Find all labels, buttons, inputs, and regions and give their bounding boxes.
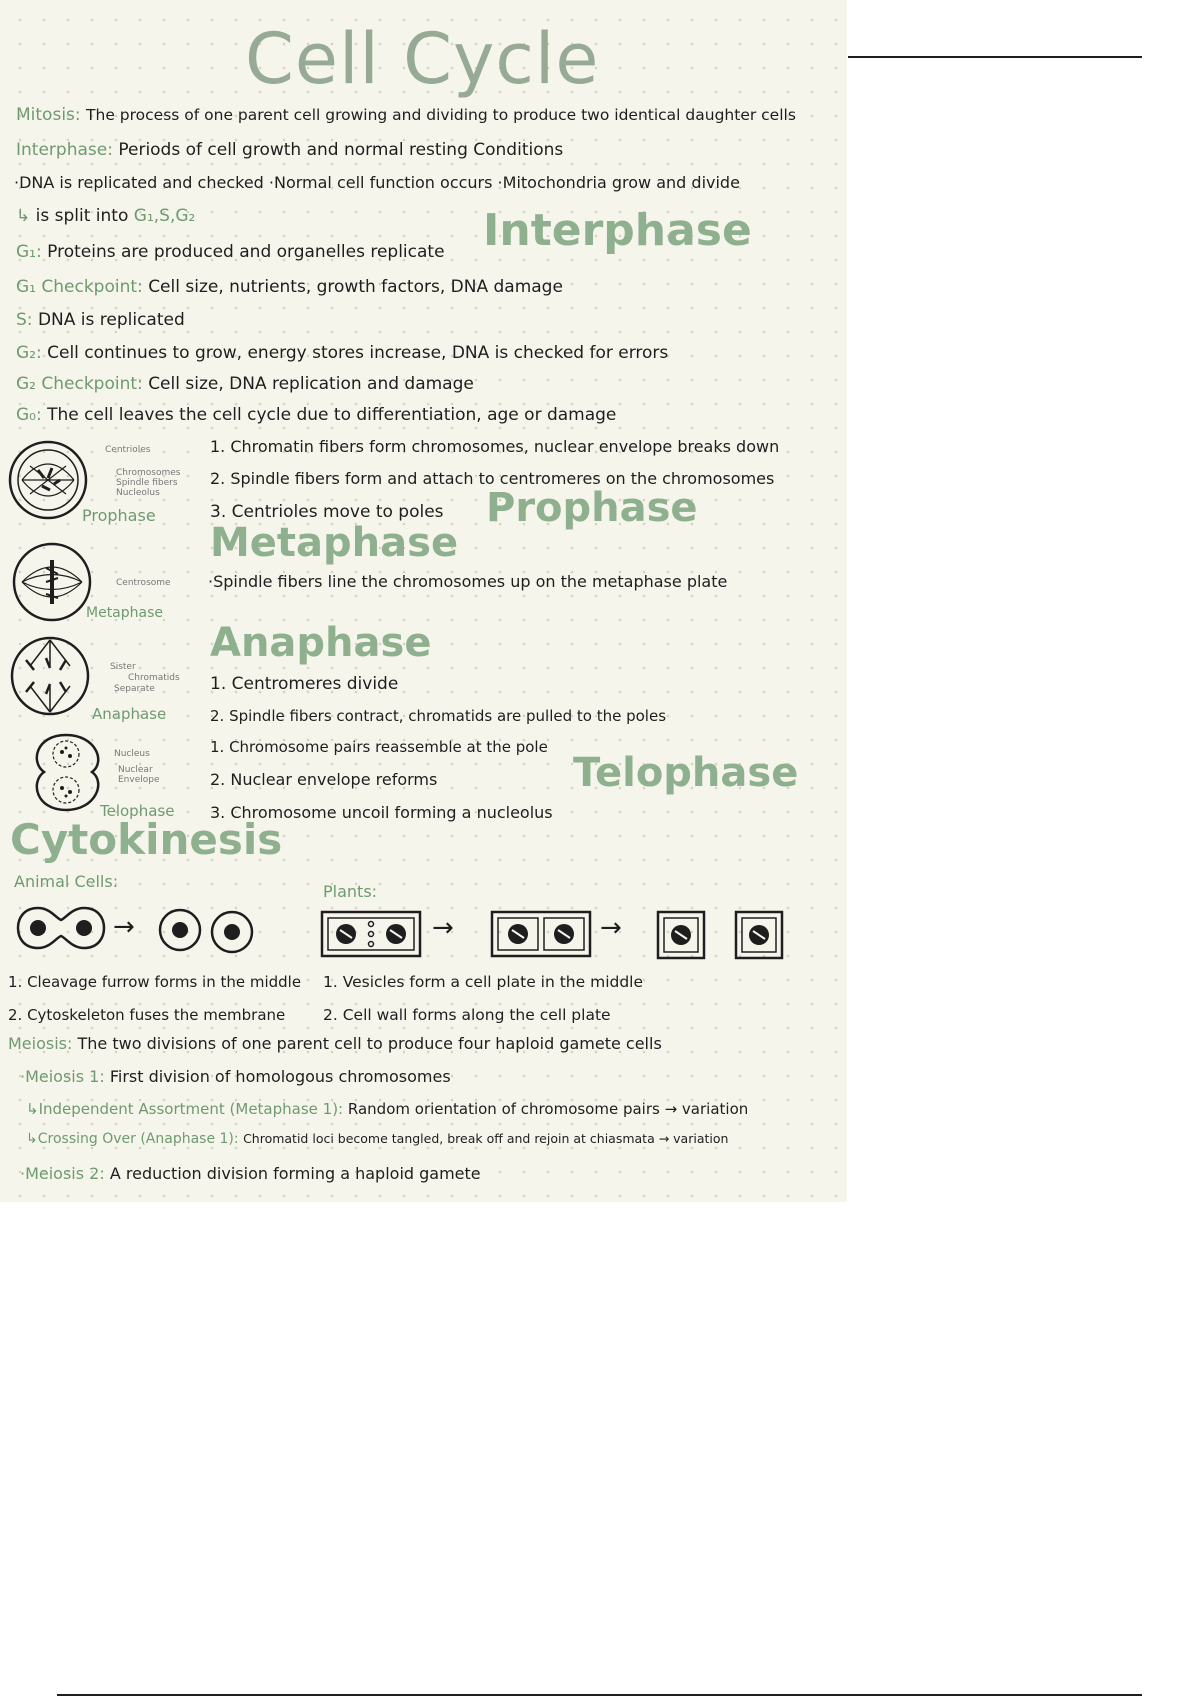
meiosis-line xyxy=(8,1034,662,1053)
prophase-label-centrioles: Centrioles xyxy=(105,445,151,455)
plant-daughter-cell-2 xyxy=(734,910,784,960)
prophase-step-1: 1. Chromatin fibers form chromosomes, nuclear envelope breaks down xyxy=(210,437,780,456)
independent-assortment-text: Random orientation of chromosome pairs → variation xyxy=(347,1100,749,1118)
bottom-rule xyxy=(57,1694,1142,1696)
telophase-label-envelope: Envelope xyxy=(118,775,160,785)
plant-daughter-cell-1 xyxy=(656,910,706,960)
meiosis-1-text: First division of homologous chromosomes xyxy=(109,1067,451,1086)
s-text: DNA is replicated xyxy=(37,310,185,330)
mitosis-definition: The process of one parent cell growing and dividing to produce two identical daughter cells xyxy=(86,106,796,124)
crossing-over-text: Chromatid loci become tangled, break off and rejoin at chiasmata → variation xyxy=(243,1131,729,1146)
g1-line xyxy=(16,242,445,262)
animal-daughter-cell-2 xyxy=(210,910,254,954)
g2-checkpoint-text: Cell size, DNA replication and damage xyxy=(148,374,474,394)
split-line xyxy=(16,206,195,226)
g2-text: Cell continues to grow, energy stores increase, DNA is checked for errors xyxy=(47,343,669,363)
s-line xyxy=(16,310,185,330)
anaphase-caption: Anaphase xyxy=(92,705,167,723)
telophase-label-nuclear: Nuclear xyxy=(118,765,153,775)
notes-image xyxy=(0,0,847,1202)
split-arrow: ↳ xyxy=(16,206,31,226)
telophase-heading: Telophase xyxy=(573,750,799,796)
crossing-over-term: ↳Crossing Over (Anaphase 1): xyxy=(26,1131,239,1147)
dna-line: ·DNA is replicated and checked ·Normal cell function occurs ·Mitochondria grow and divide xyxy=(14,173,740,192)
top-rule xyxy=(848,56,1142,58)
g1-term: G₁: xyxy=(16,242,42,262)
independent-assortment-line xyxy=(26,1100,748,1118)
meiosis-term: Meiosis: xyxy=(8,1034,73,1053)
animal-daughter-cell-1 xyxy=(158,908,202,952)
plant-cell-dividing xyxy=(320,910,422,958)
cytokinesis-heading: Cytokinesis xyxy=(10,815,283,864)
plant-arrow-2: → xyxy=(600,913,622,943)
metaphase-heading: Metaphase xyxy=(210,520,459,566)
prophase-label-nucleolus: Nucleolus xyxy=(116,488,160,498)
metaphase-diagram xyxy=(12,542,92,622)
plant-arrow-1: → xyxy=(432,913,454,943)
prophase-step-3: 3. Centrioles move to poles xyxy=(210,502,444,522)
telophase-step-1: 1. Chromosome pairs reassemble at the pole xyxy=(210,738,548,756)
prophase-label-chromosomes: Chromosomes xyxy=(116,468,181,478)
animal-arrow: → xyxy=(113,912,135,942)
interphase-definition: Periods of cell growth and normal resting Conditions xyxy=(118,140,564,160)
independent-assortment-term: ↳Independent Assortment (Metaphase 1): xyxy=(26,1100,344,1118)
g1-checkpoint-term: G₁ Checkpoint: xyxy=(16,277,143,297)
meiosis-2-line xyxy=(20,1164,481,1183)
g2-term: G₂: xyxy=(16,343,42,363)
anaphase-label-sister: Sister xyxy=(110,662,136,672)
prophase-heading: Prophase xyxy=(486,485,698,531)
telophase-label-nucleus: Nucleus xyxy=(114,749,150,759)
prophase-diagram xyxy=(8,440,88,520)
plants-label: Plants: xyxy=(323,882,378,901)
g2-line xyxy=(16,343,668,363)
crossing-over-line xyxy=(26,1131,728,1147)
meiosis-2-term: ·Meiosis 2: xyxy=(20,1164,105,1183)
g2-checkpoint-term: G₂ Checkpoint: xyxy=(16,374,143,394)
g0-line xyxy=(16,405,616,425)
plant-step-1: 1. Vesicles form a cell plate in the middle xyxy=(323,973,644,991)
telophase-step-3: 3. Chromosome uncoil forming a nucleolus xyxy=(210,803,553,822)
anaphase-label-chromatids: Chromatids xyxy=(128,673,180,683)
interphase-heading: Interphase xyxy=(483,205,752,256)
interphase-line xyxy=(16,140,563,160)
anaphase-diagram xyxy=(10,636,92,716)
prophase-label-spindle: Spindle fibers xyxy=(116,478,178,488)
mitosis-term: Mitosis: xyxy=(16,105,81,125)
anaphase-step-2: 2. Spindle fibers contract, chromatids are pulled to the poles xyxy=(210,707,667,725)
anaphase-label-separate: Separate xyxy=(114,684,155,694)
split-text: is split into xyxy=(35,206,129,226)
g0-text: The cell leaves the cell cycle due to differentiation, age or damage xyxy=(47,405,617,425)
meiosis-1-term: ·Meiosis 1: xyxy=(20,1067,105,1086)
interphase-term: Interphase: xyxy=(16,140,113,160)
telophase-caption: Telophase xyxy=(100,802,175,820)
telophase-diagram xyxy=(26,732,108,814)
animal-step-1: 1. Cleavage furrow forms in the middle xyxy=(8,973,302,991)
anaphase-heading: Anaphase xyxy=(210,620,432,666)
animal-cell-dividing xyxy=(16,906,106,950)
page-title: Cell Cycle xyxy=(245,18,600,100)
metaphase-caption: Metaphase xyxy=(86,605,164,621)
g1-checkpoint-text: Cell size, nutrients, growth factors, DNA damage xyxy=(148,277,563,297)
g1-text: Proteins are produced and organelles replicate xyxy=(47,242,445,262)
metaphase-label-centrosome: Centrosome xyxy=(116,578,171,588)
meiosis-2-text: A reduction division forming a haploid gamete xyxy=(109,1164,481,1183)
animal-cells-label: Animal Cells: xyxy=(14,872,119,891)
telophase-step-2: 2. Nuclear envelope reforms xyxy=(210,770,438,789)
prophase-step-2: 2. Spindle fibers form and attach to centromeres on the chromosomes xyxy=(210,469,775,488)
plant-step-2: 2. Cell wall forms along the cell plate xyxy=(323,1006,611,1024)
anaphase-step-1: 1. Centromeres divide xyxy=(210,674,399,694)
metaphase-text: ·Spindle fibers line the chromosomes up on the metaphase plate xyxy=(208,572,728,591)
plant-cell-plate xyxy=(490,910,592,958)
animal-step-2: 2. Cytoskeleton fuses the membrane xyxy=(8,1006,286,1024)
meiosis-definition: The two divisions of one parent cell to produce four haploid gamete cells xyxy=(77,1034,662,1053)
g1-checkpoint-line xyxy=(16,277,563,297)
s-term: S: xyxy=(16,310,33,330)
g0-term: G₀: xyxy=(16,405,42,425)
prophase-caption: Prophase xyxy=(82,506,156,525)
g2-checkpoint-line xyxy=(16,374,474,394)
mitosis-line xyxy=(16,105,796,125)
split-phases: G₁,S,G₂ xyxy=(133,206,196,226)
meiosis-1-line xyxy=(20,1067,451,1086)
